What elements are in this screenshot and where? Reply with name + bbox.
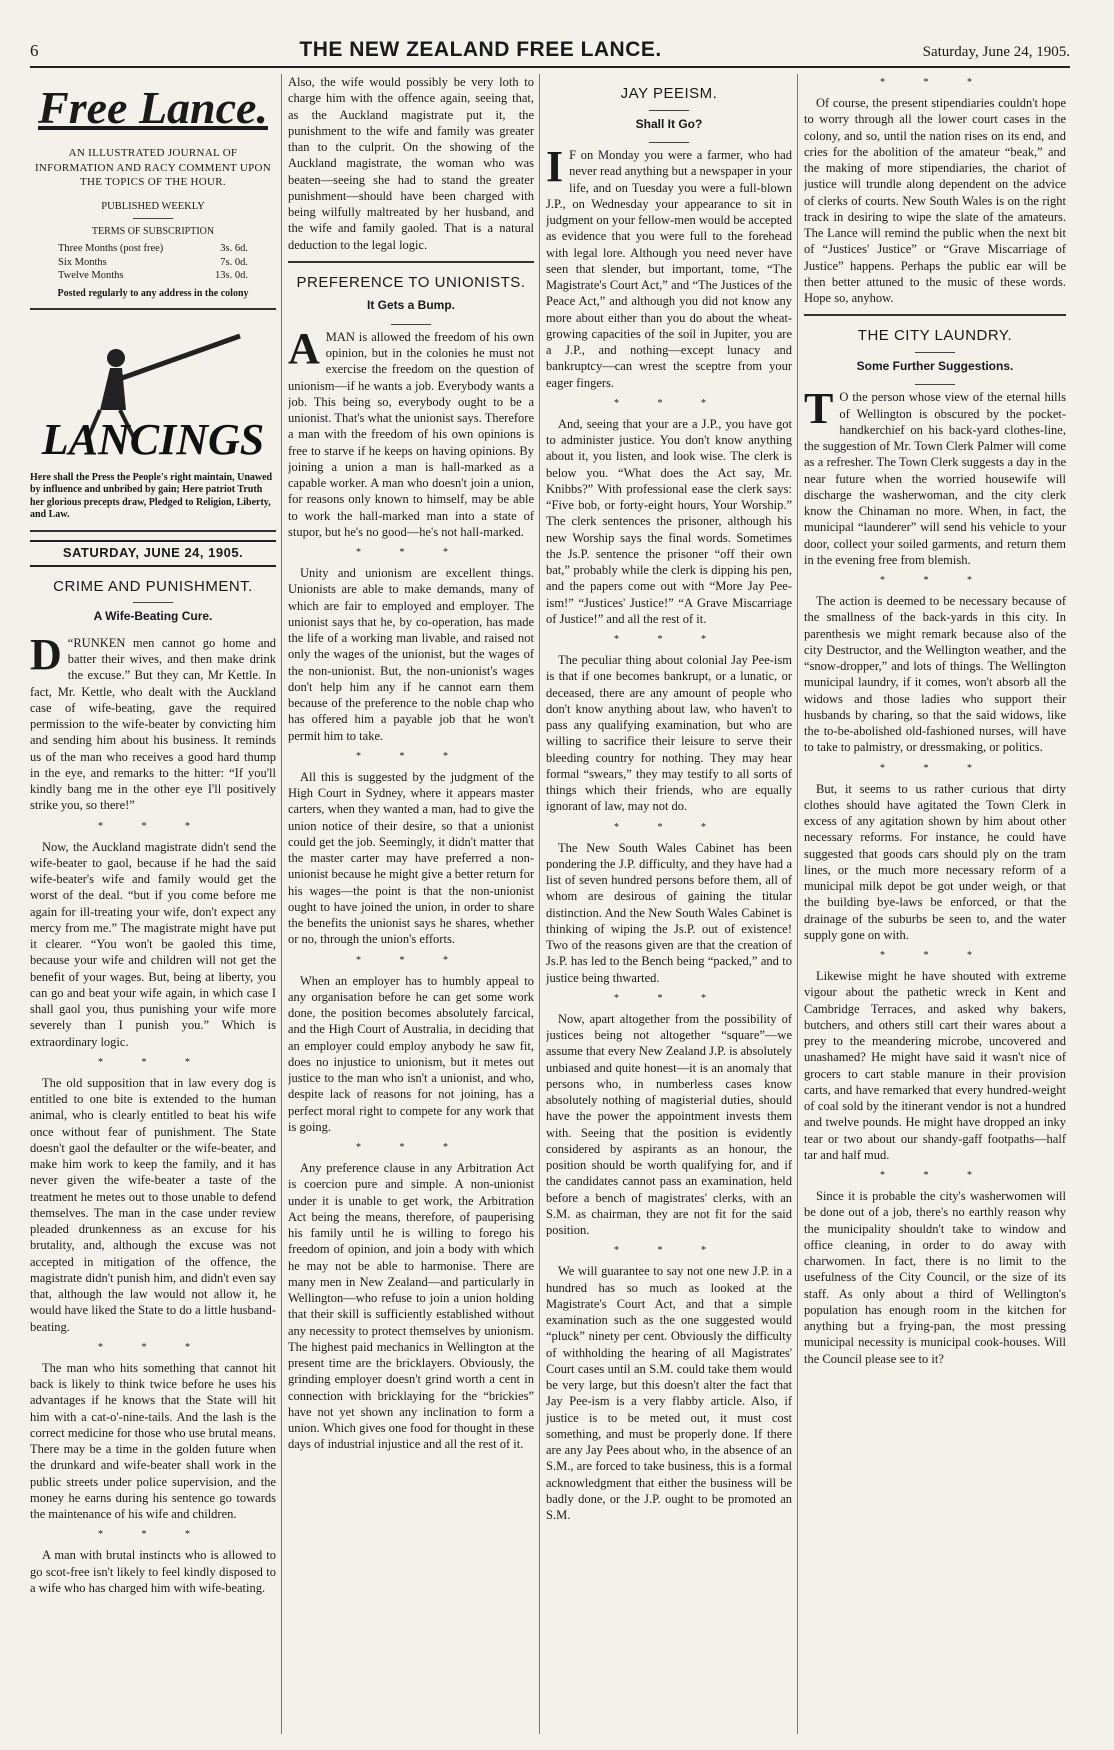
section-break: * * * xyxy=(880,77,990,88)
terms-label: Three Months (post free) xyxy=(58,242,164,254)
section-break: * * * xyxy=(880,1170,990,1182)
section-break: * * * xyxy=(98,1056,208,1068)
page-header xyxy=(30,38,1070,68)
article-paragraph xyxy=(546,142,792,391)
section-break: * * * xyxy=(614,992,724,1004)
column-3 xyxy=(546,74,792,1734)
article-paragraph: A man with brutal instincts who is allowed to go scot-free isn't likely to feel kindly disposed to a wife who has charged him with wife-beating. xyxy=(30,1548,276,1595)
divider xyxy=(30,530,276,532)
terms-row xyxy=(58,269,248,283)
article-subtitle-crime: A Wife-Beating Cure. xyxy=(93,609,213,624)
article-paragraph: Also, the wife would possibly be very loth to charge him with the offence again, seeing that, as the Auckland magistrate put it, the punishment to the wife and family was greater than to the culprit. On the showing of the Auckland magistrate, the woman who was beaten—seeing she had to stand the greater punishment—should have been charged with being wilfully maltreated by her husband, and the wife and family gaoled. That is a natural deduction to the legal logic. xyxy=(288,75,534,252)
article-paragraph: The old supposition that in law every dog is entitled to one bite is extended to the human animal, who is clearly entitled to beat his wife once without fear of punishment. The State doesn't gaol the defaulter or the wife-beater, and make him work to keep the family, and it has never given the wife-beater a taste of the treatment he metes out to those unable to defend themselves. The man in the case under review pleaded drunkenness as an excuse for his brutality, and, although the excuse was not accepted in mitigation of the offence, the magistrate didn't punish him, and didn't even say that, although the law would not allow it, he would have liked the State to do a little husband-beating. xyxy=(30,1075,276,1334)
posted-note: Posted regularly to any address in the colony xyxy=(57,287,249,299)
paragraph-text: F on Monday you were a farmer, who had never read anything but a newspaper in your life, and on Tuesday you were a full-blown J.P., on Wednesday your appearance to sit in judgment on your fellow-men would be accepted as evidence that you were full to the forehead with legal lore. Although you need never have seen that slender, but important, tome, “The Magistrate's Court Act,” and “The Justices of the Peace Act,” and although you did not know any more about either than you do about the wheat-growing capacities of the soil in Jupiter, you are a J.P., and nothing—except lunacy and bankruptcy—can wrest the sceptre from your eager fingers. xyxy=(546,148,792,390)
paragraph-text: MAN is allowed the freedom of his own opinion, but in the colonies he must not exercise the freedom on the question of unionism—if he wants a job. Everybody wants a job. This being so, everybody ought to be a unionist. That's what the unionist says. Therefore a man with the freedom of his own opinions is free to starve if he keeps on having opinions. By joining a union a man is hall-marked as a capable worker. A man who doesn't join a union, for reasons only known to himself, may be able to work the hall-marked man into a state of stupor, but he's no good—he's not hall-marked. xyxy=(288,329,534,539)
section-break: * * * xyxy=(880,575,990,587)
lancings-motto: Here shall the Press the People's right maintain, Unawed by influence and unbribed by gain; Here patriot Truth her glorious precepts draw, Pledged to Religion, Liberty, and Law. xyxy=(30,471,273,521)
article-paragraph: Now, apart altogether from the possibility of justices being not altogether “square”—we assume that every New Zealand J.P. is absolutely unbiased and quite honest—it is an anomaly that persons who, in numberless cases know absolutely nothing of magisterial duties, should have the power the appointment invests them with. Seeing that the position is evidently considered by aspirants as an honour, the position should be worth qualifying for, and if the candidates cannot pass an examination, held before a bench of magistrates' clerks, with an S.M. as chairman, they are not fit for the said position. xyxy=(546,1011,792,1238)
terms-row xyxy=(58,242,248,256)
article-paragraph: But, it seems to us rather curious that dirty clothes should have agitated the Town Clerk in excess of any agitation shown by him about other necessary reforms. For instance, he could have suggested that goods cars should ply on the tram lines, or the much more necessary reform of a municipal milk depot be got under weigh, or that the building bye-laws be enforced, or that the drainage of the suburbs be seen to, and the water supply gone on with. xyxy=(804,781,1066,942)
article-paragraph: Since it is probable the city's washerwomen will be done out of a job, there's no earthly reason why the municipality shouldn't take to window and office cleaning, in order to do away with charwomen. In fact, there is no limit to the usefulness of the City Council, or the size of its staff. As only about a third of Wellington's population has enough room in the kitchen for anything but a frying-pan, the most pressing municipal necessity is municipal cook-houses. Will the Council please see to it? xyxy=(804,1189,1066,1366)
article-paragraph: Of course, the present stipendiaries couldn't hope to worry through all the lower court cases in the colony, and so, until the nation rises on its end, and cries for the abolition of the amateur “beak,” and the making of more stipendiaries, the chariot of justice will trundle along dependent on the advice of clerks of courts. New South Wales is on the right track in desiring to wipe the slate of the amateurs. The Lance will remind the public when the next bit of “Justices' Justice” or “Grave Miscarriage of Justice” happens. Perhaps the public ear will be then better attuned to the music of these words. Hope so, anyhow. xyxy=(804,96,1066,305)
article-paragraph: We will guarantee to say not one new J.P. in a hundred has so much as looked at the Magistrate's Court Act, and that a simple examination such as the one suggested would “pluck” ninety per cent. Obviously the difficulty of withholding the hearing of all Magistrates' Court cases until an S.M. could take them would be very large, but this doesn't alter the fact that Jay Pee-ism is a very flabby article. Also, if justice is to be meted out, it must cost something, and must be properly done. If there are any Jay Pees about who, in the absence of an S.M., are forced to take business, this is a formal acknowledgment that either the business will be badly done, or the J.P. ought to be promoted an S.M. xyxy=(546,1264,792,1523)
section-break: * * * xyxy=(880,762,990,774)
published-weekly: PUBLISHED WEEKLY xyxy=(101,201,205,213)
section-break: * * * xyxy=(880,950,990,962)
paragraph-text: “RUNKEN men cannot go home and batter their wives, and then make drink the excuse.” But they can, Mr Kettle. In fact, Mr. Kettle, who dealt with the Auckland case of wife-beating, gave the required permission to the wife-beater by convicting him and sending him about his business. It reminds us of the man who receives a good hard thump in the eye, and remarks to the hitter: “If you'll kindly bang me in the other eye I'll positively strike you, so there!” xyxy=(30,635,276,813)
lancing-knight-icon xyxy=(30,318,276,468)
section-break: * * * xyxy=(356,547,466,559)
divider xyxy=(804,314,1066,316)
article-paragraph: The New South Wales Cabinet has been pondering the J.P. difficulty, and they have had a list of seven hundred persons before them, all of whom are desirous of gaining the titular distinction. And the New South Wales Cabinet is thinking of wiping the Js.P. out of existence! Two of the reasons given are that the creation of Js.P. has led to the Bench being “packed,” and to justice being thwarted. xyxy=(546,840,792,985)
free-lance-logo: Free Lance. xyxy=(38,82,268,133)
article-paragraph xyxy=(804,384,1066,568)
divider xyxy=(649,142,689,143)
section-break: * * * xyxy=(356,954,466,966)
lancings-title: LANCINGS xyxy=(41,414,265,464)
terms-row xyxy=(58,256,248,270)
terms-price: 7s. 0d. xyxy=(220,256,248,268)
divider xyxy=(30,308,276,310)
article-paragraph: The action is deemed to be necessary because of the smallness of the back-yards in this city. In parenthesis we might remark because also of the city Destructor, and the Wellington weather, and the “snow-dropper,” and lots of things. The Wellington municipal laundry, if it comes, won't absorb all the widows and those ladies who support their husbands by charing, so that the said widows, like the to-be-abolished old-fashioned nurses, will have to take to palmistry, or dressmaking, or politics. xyxy=(804,594,1066,755)
terms-label: Six Months xyxy=(58,256,107,268)
drop-cap: D xyxy=(30,629,62,679)
article-paragraph: Any preference clause in any Arbitration Act is coercion pure and simple. A non-unionist under it is unable to get work, the Arbitration Act being the means, therefore, of pauperising his family until he is willing to forego his freedom of opinion, and join a body with which he may not be able to harmonise. There are many men in New Zealand—and particularly in Wellington—who refuse to join a union holding that their skill is sufficiently established without any necessity to protect themselves by unionism. The highest paid mechanics in Wellington at the present time are the bricklayers. Obviously, the grinding employer doesn't grind worth a cent in connection with bricklaying for the “brickies” have not yet shown any inclination to form a union. Which gives one food for thought in these days of industrial injustice and all the rest of it. xyxy=(288,1161,534,1452)
article-subtitle-preference: It Gets a Bump. xyxy=(366,298,455,313)
issue-date-header: Saturday, June 24, 1905. xyxy=(922,44,1070,60)
section-break: * * * xyxy=(614,397,724,409)
article-subtitle-laundry: Some Further Suggestions. xyxy=(856,358,1014,373)
article-paragraph xyxy=(288,323,534,540)
column-rule xyxy=(539,74,540,1734)
column-rule xyxy=(797,74,798,1734)
drop-cap: I xyxy=(546,142,564,192)
article-paragraph: Now, the Auckland magistrate didn't send the wife-beater to gaol, because if he had the said wife-beater's wife and family would get the worst of the deal. “but if you come before me again for ill-treating your wife, don't expect any mercy from me.” The magistrate might have put it clearer. “You won't be gaoled this time, because your wife and children will not get the benefit of your wages. But, being at liberty, you can go and beat your wife again, in which case I shall gaol you, thus punishing your wife more severely than I punish you.” Which is extraordinary logic. xyxy=(30,839,276,1049)
divider xyxy=(133,602,173,603)
lancings-illustration xyxy=(30,318,276,468)
masthead-description: AN ILLUSTRATED JOURNAL OF INFORMATION AND RACY COMMENT UPON THE TOPICS OF THE HOUR. xyxy=(34,146,272,189)
paper-title: THE NEW ZEALAND FREE LANCE. xyxy=(299,38,662,61)
column-rule xyxy=(281,74,282,1734)
article-paragraph: Likewise might he have shouted with extreme vigour about the pathetic wreck in Kent and Cambridge Terraces, and asked why bakers, butchers, and others still cart their wares about a prey to the meandering microbe, uncovered and unashamed? He might have said it wasn't nice of grocers to cart stable manure in their provision carts, and have remarked that every hundred-weight of coal sold by the itinerant vendor is not a hundred and twelve pounds. He might have dropped an inky tear or two about our shandy-gaff footpaths—half tar and half mud. xyxy=(804,969,1066,1162)
column-1 xyxy=(30,74,276,1734)
article-paragraph xyxy=(30,629,276,814)
article-paragraph: When an employer has to humbly appeal to any organisation before he can get some work done, the position becomes absolutely farcical, and the High Court of Australia, in deciding that an employer could employ anybody he saw fit, does no injustice to unionism, but it metes out justice to the man who isn't a unionist, and who, despite lack of reasons for not joining, has a perfect moral right to compete for any work that is going. xyxy=(288,973,534,1134)
section-break: * * * xyxy=(98,1341,208,1353)
section-break: * * * xyxy=(356,750,466,762)
section-break: * * * xyxy=(614,634,724,646)
terms-label: Twelve Months xyxy=(58,270,124,282)
paragraph-text: O the person whose view of the eternal hills of Wellington is obscured by the pocket-handkerchief on his back-yard clothes-line, the suggestion of Mr. Town Clerk Palmer will come as a refresher. The Town Clerk suggests a day in the near future when the worried housewife will discharge the washerwoman, and the city clerk know the Chinaman no more. When, in fact, the municipal “launderer” will send his vehicle to your door, collect your soiled garments, and return them in the evening free from blemish. xyxy=(804,390,1066,567)
article-title-jay: JAY PEEISM. xyxy=(620,85,718,102)
section-break: * * * xyxy=(98,820,208,832)
section-break: * * * xyxy=(614,1245,724,1257)
divider xyxy=(915,384,955,385)
section-break: * * * xyxy=(356,1142,466,1154)
section-break: * * * xyxy=(98,1529,208,1541)
column-2 xyxy=(288,74,534,1734)
issue-dateline: SATURDAY, JUNE 24, 1905. xyxy=(30,540,276,567)
column-4 xyxy=(804,74,1066,1734)
divider xyxy=(915,352,955,353)
divider xyxy=(391,324,431,325)
drop-cap: T xyxy=(804,384,834,434)
article-paragraph: The peculiar thing about colonial Jay Pee-ism is that if one becomes bankrupt, or a lunatic, or deceased, there are any amount of people who don't know anything about law, who haven't to pass any qualifying examination, but who are willing to sacrifice their leisure to serve their bleeding country for nothing. They may hear formal “swears,” they may testify to all sorts of things which their friends, who are equally ignorant of law, may not do. xyxy=(546,653,792,814)
divider xyxy=(133,218,173,219)
section-break: * * * xyxy=(614,821,724,833)
terms-price: 3s. 6d. xyxy=(220,242,248,254)
article-paragraph: And, seeing that your are a J.P., you have got to administer justice. You don't know anything about it, you listen, and look wise. The clerk is below you. “What does the Act say, Mr. Knibbs?” With professional ease the clerk says: “Five bob, or forty-eight hours, Your Worship.” The clerk sentences the prisoner, although his new Worship says the final words. Sometimes the Js.P. sentence the prisoner “off their own bat,” probably while the clerk is dipping his pen, and the papers come out with “More Jay Pee-ism!” “Justices' Justice!” “A Grave Miscarriage of Justice!” and all the rest of it. xyxy=(546,416,792,626)
subscription-terms xyxy=(58,242,248,283)
divider xyxy=(288,261,534,263)
article-paragraph: The man who hits something that cannot hit back is likely to think twice before he uses his advantages if he knows that the State will hit him with a cat-o'-nine-tails. And the lash is the correct medicine for those who use brutal means. There may be a time in the golden future when the drunkard and wife-beater shall work in the public streets under police supervision, and the money he earns during his sentence go towards the maintenance of his wife and children. xyxy=(30,1360,276,1522)
terms-title: TERMS OF SUBSCRIPTION xyxy=(91,225,215,237)
article-paragraph: All this is suggested by the judgment of the High Court in Sydney, where it appears master carters, when they wanted a man, had to give the union notice of their desire, so that a unionist could get the job. Seemingly, it didn't matter that the master carter may have preferred a non-unionist because he might give a better return for his wages—the point is that the non-unionist ought to have joined the union, in order to share the benefits the unionist says he shares, whether or no, through the union's efforts. xyxy=(288,769,534,947)
article-subtitle-jay: Shall It Go? xyxy=(635,116,703,131)
article-paragraph: Unity and unionism are excellent things. Unionists are able to make demands, many of which are fair to employed and employer. The unionist says that he, by co-operation, has made the life of a working man livable, and raised not only the wages of the unionist, but the wages of the non-unionist. But, the non-unionist's wages don't help him any if he cannot earn them because of the preference to the noble chap who has offered him a payable job that he won't permit him to take. xyxy=(288,566,534,743)
article-title-laundry: THE CITY LAUNDRY. xyxy=(857,327,1013,345)
article-title-preference: PREFERENCE TO UNIONISTS. xyxy=(296,273,526,291)
terms-price: 13s. 0d. xyxy=(215,270,248,282)
article-title-crime: CRIME AND PUNISHMENT. xyxy=(53,577,253,595)
drop-cap: A xyxy=(288,323,320,373)
page-number: 6 xyxy=(30,41,39,60)
divider xyxy=(649,110,689,111)
